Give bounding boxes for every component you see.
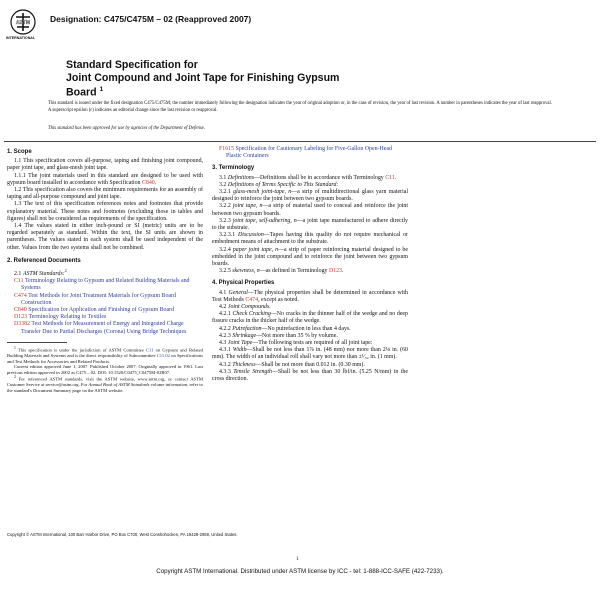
footnote-1: $^1$ This specification is under the jurisdiction of ASTM Committee C11 on Gypsum and Related Building Materials and Systems and is the direct responsibility of Subcommittee C11.02 on Specifications and Test Methods for Accessories and Related Products. [7,345,203,364]
document-title [66,59,396,99]
paragraph-1-4: 1.4 The values stated in either inch-pound or SI (metric) units are to be regarded separately as standard. Within the text, the SI units are shown in parentheses. The values stated in each system shall be used independent of the other. Values from the two systems shall not be combined. [7,223,203,251]
paragraph-4-2-3: 4.2.3 Shrinkage—Not more than 35 % by volume. [219,332,338,339]
paragraph-4-3-2: 4.3.2 Thickness—Shall be not more than 0.012 in. (0.30 mm). [219,361,365,368]
paragraph-4-1: 4.1 General—The physical properties shall be determined in accordance with Test Methods C474, except as noted. [212,289,408,303]
paragraph-1-2: 1.2 This specification also covers the minimum requirements for an assembly of taping and all-purpose compound and joint tape. [7,187,204,201]
paragraph-3-2-5: 3.2.5 skewness, n—as defined in Terminology D123. [219,268,344,275]
section-heading-referenced: 2. Referenced Documents [7,257,81,264]
footnote-divider [7,342,67,343]
reference-item[interactable]: F1615 Specification for Cautionary Labeling for Five-Gallon Open-Head Plastic Containers [219,146,392,160]
paragraph-3-2-2: 3.2.2 joint tape, n—a strip of material used to conceal and reinforce the joint between two gypsum boards. [212,203,409,217]
section-heading-physical: 4. Physical Properties [212,280,275,287]
paragraph-3-2-3: 3.2.3 joint tape, self-adhering, n—a joint tape manufactured to adhere directly to the substrate. [212,217,408,232]
link-c11[interactable]: C11 [385,174,395,181]
paragraph-2-1: 2.1 ASTM Standards:$^2$ [14,268,67,278]
paragraph-3-2-4: 3.2.4 paper joint tape, n—a strip of paper reinforcing material designed to be embedded in the joint compound and to reinforce the joint between two gypsum boards. [212,246,408,268]
reference-item[interactable]: D3382 Test Methods for Measurement of Energy and Integrated Charge Transfer Due to Partial Discharges (Corona) Using Bridge Techniques [14,321,187,335]
designation: Designation: C475/C475M – 02 (Reapproved 2007) [50,14,252,24]
issuance-note: This standard is issued under the fixed designation C475/C475M; the number immediately following the designation indicates the year of original adoption or, in the case of revision, the year of last revision. A number in parentheses indicates the year of last reapproval. A superscript epsilon (ε) indicates an editorial change since the last revision or reapproval. [48,101,552,113]
title-footnote-mark: 1 [99,86,104,93]
link-c474[interactable]: C474 [245,296,259,303]
paragraph-3-1: 3.1 Definitions—Definitions shall be in accordance with Terminology C11. [219,174,397,181]
paragraph-3-2-3-1: 3.2.3.1 Discussion—Tapes having this quality do not require mechanical or embedment means of attachment to the substrate. [212,232,408,246]
page-number: 1 [296,556,299,562]
logo-caption: INTERNATIONAL [6,36,36,40]
link-d123[interactable]: D123 [328,268,343,275]
title-line-3: Board $^1$ [66,86,104,99]
paragraph-4-2-1: 4.2.1 Check Cracking—No cracks in the thinner half of the wedge and no deep fissure cracks in the thicker half of the wedge. [212,311,408,325]
paragraph-4-3: 4.3 Joint Tape—The following tests are required of all joint tape: [219,340,373,347]
paragraph-4-2: 4.2 Joint Compounds. [219,304,271,311]
title-line-2: Joint Compound and Joint Tape for Finishing Gypsum [66,71,340,84]
reference-item[interactable]: D123 Terminology Relating to Textiles [14,314,107,321]
footnote-1-edition: Current edition approved June 1, 2007. Published October 2007. Originally approved in 1961. Last previous edition approved in 2002 as C475 – 02. DOI: 10.1520/C0475_C0475M-02R07. [7,364,203,375]
paragraph-3-2: 3.2 Definitions of Terms Specific to This Standard: [219,181,339,188]
paragraph-1-1: 1.1 This specification covers all-purpose, taping and finishing joint compound, paper joint tape, and glass-mesh joint tape. [7,158,203,172]
title-line-1: Standard Specification for [66,59,198,71]
reference-item[interactable]: C11 Terminology Relating to Gypsum and Related Building Materials and Systems [14,278,190,292]
approval-note: This standard has been approved for use by agencies of the Department of Defense. [48,126,205,131]
reference-item[interactable]: C840 Specification for Application and Finishing of Gypsum Board [14,307,175,314]
paragraph-3-2-1: 3.2.1 glass-mesh joint-tape, n—a strip of multidirectional glass yarn material designed to reinforce the joint between two gypsum boards. [212,189,408,203]
section-heading-terminology: 3. Terminology [212,165,255,172]
astm-logo [8,8,38,42]
paragraph-1-1-1: 1.1.1 The joint materials used in this standard are designed to be used with gypsum board installed in accordance with Specification C840. [7,172,203,186]
reference-item[interactable]: C474 Test Methods for Joint Treatment Materials for Gypsum Board Construction [14,292,176,306]
paragraph-4-3-1: 4.3.1 Width—Shall be not less than 1⅞ in. (48 mm) nor more than 2⅛ in. (60 mm). The width of an individual roll shall vary not more than ±¹⁄₃₂ in. (1 mm). [212,347,408,361]
link-c840[interactable]: C840 [141,179,155,186]
right-column [212,146,408,383]
paragraph-4-3-3: 4.3.3 Tensile Strength—Shall be not less than 30 lbf/in. (5.25 N/mm) in the cross direction. [212,368,408,383]
left-column [7,146,203,394]
copyright-footer: Copyright © ASTM International, 100 Barr Harbor Drive, PO Box C700, West Conshohocken, PA 19428-2959, United States. [7,532,238,537]
header-divider [4,141,596,142]
section-heading-scope: 1. Scope [7,149,32,155]
svg-text:ASTM: ASTM [15,20,31,26]
paragraph-1-3: 1.3 The text of this specification references notes and footnotes that provide explanatory material. These notes and footnotes (excluding those in tables and figures) shall not be considered as requirements of the specification. [7,201,203,222]
license-notice: Copyright ASTM International. Distributed under ASTM license by ICC - tel: 1-888-ICC-SAFE (422-7233). [156,568,444,575]
paragraph-4-2-2: 4.2.2 Putrefaction—No putrefaction in less than 4 days. [219,325,351,332]
footnote-2: $^2$ For referenced ASTM standards, visit the ASTM website, www.astm.org, or contact ASTM Customer Service at service@astm.org. For Annual Book of ASTM Standards volume information, refer to the standard's Document Summary page on the ASTM website. [7,375,203,394]
